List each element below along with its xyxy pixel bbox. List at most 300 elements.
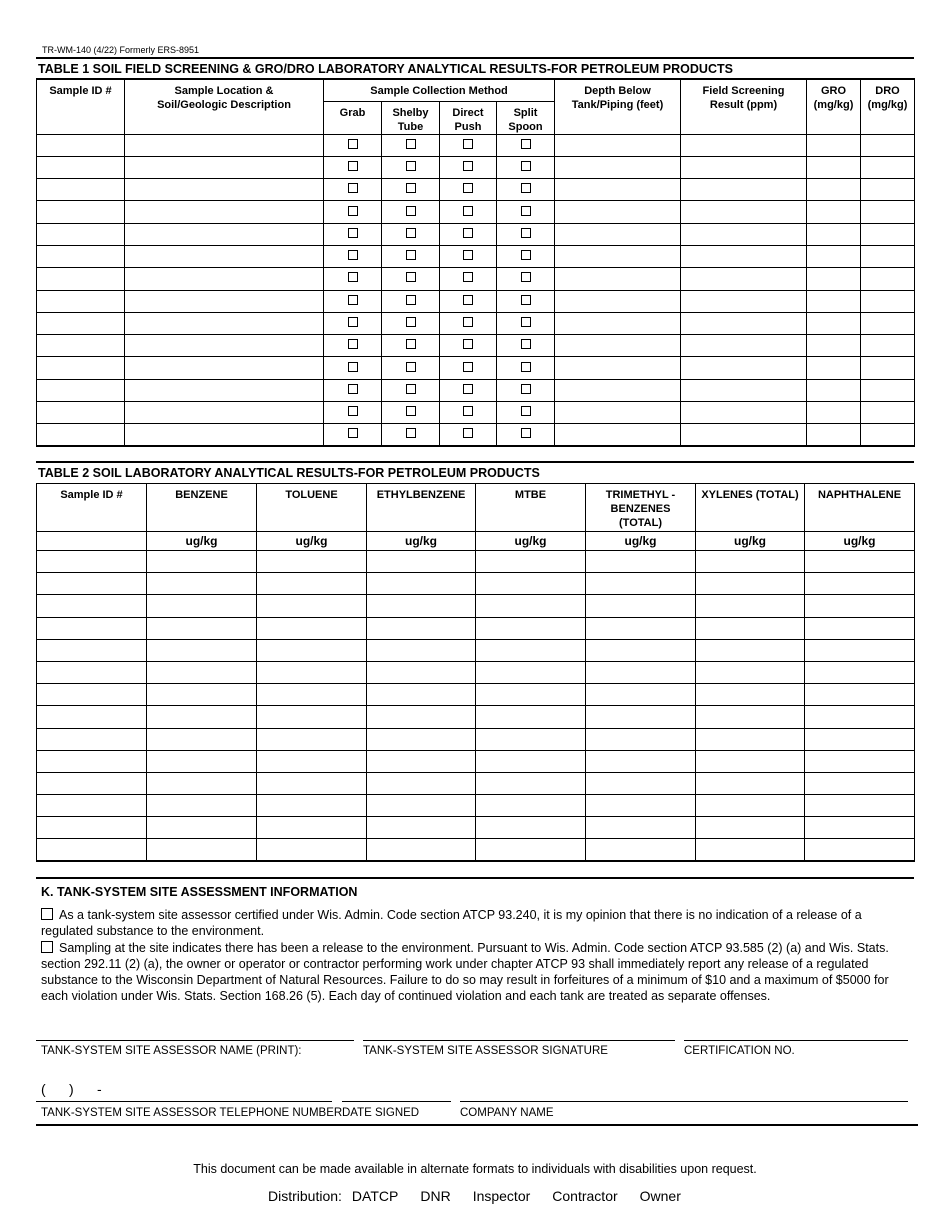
- t2-cell[interactable]: [147, 573, 257, 595]
- t1-method-cell[interactable]: [497, 357, 555, 379]
- method-checkbox[interactable]: [521, 339, 531, 349]
- t2-cell[interactable]: [586, 684, 696, 706]
- t1-cell[interactable]: [555, 223, 681, 245]
- t2-cell[interactable]: [367, 661, 476, 683]
- t1-method-cell[interactable]: [497, 290, 555, 312]
- t2-cell[interactable]: [696, 661, 805, 683]
- t1-method-cell[interactable]: [497, 156, 555, 178]
- t2-cell[interactable]: [257, 573, 367, 595]
- t1-method-cell[interactable]: [324, 379, 382, 401]
- t2-cell[interactable]: [147, 728, 257, 750]
- t2-cell[interactable]: [476, 573, 586, 595]
- t1-cell[interactable]: [37, 201, 125, 223]
- t2-cell[interactable]: [696, 706, 805, 728]
- t1-method-cell[interactable]: [440, 179, 497, 201]
- t1-method-cell[interactable]: [497, 335, 555, 357]
- t2-cell[interactable]: [257, 706, 367, 728]
- t1-method-cell[interactable]: [440, 290, 497, 312]
- method-checkbox[interactable]: [348, 384, 358, 394]
- method-checkbox[interactable]: [521, 295, 531, 305]
- t2-cell[interactable]: [476, 795, 586, 817]
- method-checkbox[interactable]: [348, 228, 358, 238]
- t2-cell[interactable]: [367, 617, 476, 639]
- t2-cell[interactable]: [476, 595, 586, 617]
- t1-cell[interactable]: [807, 268, 861, 290]
- t1-cell[interactable]: [681, 312, 807, 334]
- phone-line[interactable]: [36, 1101, 332, 1102]
- t1-method-cell[interactable]: [324, 223, 382, 245]
- t1-cell[interactable]: [125, 379, 324, 401]
- t2-cell[interactable]: [37, 551, 147, 573]
- t2-cell[interactable]: [37, 639, 147, 661]
- t1-cell[interactable]: [807, 379, 861, 401]
- t2-cell[interactable]: [696, 573, 805, 595]
- method-checkbox[interactable]: [406, 250, 416, 260]
- method-checkbox[interactable]: [348, 406, 358, 416]
- t2-cell[interactable]: [696, 750, 805, 772]
- t1-cell[interactable]: [807, 201, 861, 223]
- t2-cell[interactable]: [696, 617, 805, 639]
- t1-cell[interactable]: [861, 357, 915, 379]
- t2-cell[interactable]: [805, 639, 915, 661]
- t1-method-cell[interactable]: [497, 424, 555, 446]
- t1-cell[interactable]: [861, 335, 915, 357]
- t1-method-cell[interactable]: [324, 268, 382, 290]
- t2-cell[interactable]: [586, 551, 696, 573]
- t1-method-cell[interactable]: [382, 424, 440, 446]
- t2-cell[interactable]: [476, 639, 586, 661]
- t2-cell[interactable]: [696, 839, 805, 861]
- t1-cell[interactable]: [37, 245, 125, 267]
- t1-method-cell[interactable]: [497, 134, 555, 156]
- method-checkbox[interactable]: [521, 250, 531, 260]
- t2-cell[interactable]: [586, 706, 696, 728]
- t1-method-cell[interactable]: [382, 134, 440, 156]
- t1-cell[interactable]: [37, 268, 125, 290]
- t1-cell[interactable]: [125, 179, 324, 201]
- t1-cell[interactable]: [555, 379, 681, 401]
- t1-method-cell[interactable]: [382, 290, 440, 312]
- t1-method-cell[interactable]: [440, 201, 497, 223]
- method-checkbox[interactable]: [521, 228, 531, 238]
- t2-cell[interactable]: [367, 728, 476, 750]
- t2-cell[interactable]: [805, 728, 915, 750]
- t2-cell[interactable]: [805, 595, 915, 617]
- t2-cell[interactable]: [147, 772, 257, 794]
- t1-cell[interactable]: [555, 201, 681, 223]
- t1-cell[interactable]: [861, 290, 915, 312]
- t2-cell[interactable]: [696, 772, 805, 794]
- t1-cell[interactable]: [37, 379, 125, 401]
- method-checkbox[interactable]: [406, 428, 416, 438]
- t1-cell[interactable]: [125, 156, 324, 178]
- t1-method-cell[interactable]: [382, 379, 440, 401]
- method-checkbox[interactable]: [521, 362, 531, 372]
- t1-method-cell[interactable]: [324, 335, 382, 357]
- t2-cell[interactable]: [257, 684, 367, 706]
- method-checkbox[interactable]: [348, 362, 358, 372]
- t1-cell[interactable]: [681, 134, 807, 156]
- t2-cell[interactable]: [586, 728, 696, 750]
- t1-method-cell[interactable]: [497, 268, 555, 290]
- t2-cell[interactable]: [476, 772, 586, 794]
- t2-cell[interactable]: [37, 839, 147, 861]
- t1-method-cell[interactable]: [440, 424, 497, 446]
- t2-cell[interactable]: [805, 772, 915, 794]
- t1-method-cell[interactable]: [324, 134, 382, 156]
- method-checkbox[interactable]: [521, 161, 531, 171]
- method-checkbox[interactable]: [521, 406, 531, 416]
- t2-cell[interactable]: [805, 817, 915, 839]
- t1-cell[interactable]: [861, 312, 915, 334]
- method-checkbox[interactable]: [463, 183, 473, 193]
- t1-cell[interactable]: [555, 312, 681, 334]
- t1-cell[interactable]: [125, 335, 324, 357]
- method-checkbox[interactable]: [463, 362, 473, 372]
- t1-cell[interactable]: [681, 379, 807, 401]
- method-checkbox[interactable]: [406, 362, 416, 372]
- t1-method-cell[interactable]: [324, 201, 382, 223]
- t2-cell[interactable]: [37, 684, 147, 706]
- t1-cell[interactable]: [681, 402, 807, 424]
- t1-method-cell[interactable]: [497, 402, 555, 424]
- t1-method-cell[interactable]: [324, 312, 382, 334]
- t1-cell[interactable]: [555, 402, 681, 424]
- method-checkbox[interactable]: [348, 428, 358, 438]
- t1-method-cell[interactable]: [324, 424, 382, 446]
- method-checkbox[interactable]: [406, 295, 416, 305]
- t1-cell[interactable]: [861, 156, 915, 178]
- method-checkbox[interactable]: [406, 139, 416, 149]
- t1-method-cell[interactable]: [440, 223, 497, 245]
- date-line[interactable]: [342, 1101, 451, 1102]
- t2-cell[interactable]: [37, 573, 147, 595]
- t1-method-cell[interactable]: [324, 290, 382, 312]
- t1-method-cell[interactable]: [382, 156, 440, 178]
- t1-method-cell[interactable]: [382, 223, 440, 245]
- t2-cell[interactable]: [367, 817, 476, 839]
- t2-cell[interactable]: [476, 661, 586, 683]
- t2-cell[interactable]: [367, 839, 476, 861]
- t1-method-cell[interactable]: [382, 268, 440, 290]
- t1-cell[interactable]: [861, 245, 915, 267]
- t2-cell[interactable]: [147, 684, 257, 706]
- t1-cell[interactable]: [681, 290, 807, 312]
- method-checkbox[interactable]: [463, 250, 473, 260]
- t1-method-cell[interactable]: [324, 179, 382, 201]
- method-checkbox[interactable]: [521, 272, 531, 282]
- t2-cell[interactable]: [147, 706, 257, 728]
- t2-cell[interactable]: [586, 573, 696, 595]
- t2-cell[interactable]: [257, 661, 367, 683]
- t2-cell[interactable]: [586, 750, 696, 772]
- t2-cell[interactable]: [147, 839, 257, 861]
- t2-cell[interactable]: [805, 617, 915, 639]
- t1-cell[interactable]: [125, 290, 324, 312]
- t2-cell[interactable]: [805, 839, 915, 861]
- t1-cell[interactable]: [681, 223, 807, 245]
- t1-cell[interactable]: [37, 134, 125, 156]
- t1-cell[interactable]: [681, 156, 807, 178]
- t2-cell[interactable]: [805, 750, 915, 772]
- t1-method-cell[interactable]: [440, 312, 497, 334]
- t1-cell[interactable]: [125, 245, 324, 267]
- t2-cell[interactable]: [367, 573, 476, 595]
- t1-method-cell[interactable]: [382, 357, 440, 379]
- t2-cell[interactable]: [805, 551, 915, 573]
- t2-cell[interactable]: [147, 750, 257, 772]
- method-checkbox[interactable]: [348, 139, 358, 149]
- assessor-name-line[interactable]: [36, 1040, 354, 1041]
- t1-cell[interactable]: [861, 402, 915, 424]
- method-checkbox[interactable]: [348, 183, 358, 193]
- t1-cell[interactable]: [37, 335, 125, 357]
- method-checkbox[interactable]: [348, 295, 358, 305]
- t1-method-cell[interactable]: [440, 357, 497, 379]
- t2-cell[interactable]: [476, 728, 586, 750]
- method-checkbox[interactable]: [348, 339, 358, 349]
- method-checkbox[interactable]: [463, 339, 473, 349]
- no-release-checkbox[interactable]: [41, 908, 53, 920]
- t1-cell[interactable]: [807, 290, 861, 312]
- t2-cell[interactable]: [586, 661, 696, 683]
- t1-cell[interactable]: [861, 379, 915, 401]
- t1-cell[interactable]: [807, 312, 861, 334]
- t2-cell[interactable]: [476, 817, 586, 839]
- t2-cell[interactable]: [696, 684, 805, 706]
- t2-cell[interactable]: [367, 684, 476, 706]
- t1-method-cell[interactable]: [440, 268, 497, 290]
- method-checkbox[interactable]: [521, 183, 531, 193]
- t1-cell[interactable]: [807, 402, 861, 424]
- t2-cell[interactable]: [476, 617, 586, 639]
- t1-method-cell[interactable]: [324, 156, 382, 178]
- method-checkbox[interactable]: [348, 250, 358, 260]
- t2-cell[interactable]: [367, 595, 476, 617]
- t2-cell[interactable]: [257, 595, 367, 617]
- t2-cell[interactable]: [586, 839, 696, 861]
- t1-cell[interactable]: [125, 201, 324, 223]
- t1-cell[interactable]: [555, 156, 681, 178]
- t2-cell[interactable]: [476, 551, 586, 573]
- assessor-signature-line[interactable]: [363, 1040, 675, 1041]
- t1-method-cell[interactable]: [440, 156, 497, 178]
- t2-cell[interactable]: [367, 551, 476, 573]
- t2-cell[interactable]: [367, 772, 476, 794]
- t2-cell[interactable]: [37, 728, 147, 750]
- t1-method-cell[interactable]: [497, 179, 555, 201]
- method-checkbox[interactable]: [463, 161, 473, 171]
- t2-cell[interactable]: [696, 595, 805, 617]
- t1-cell[interactable]: [37, 290, 125, 312]
- t1-cell[interactable]: [555, 424, 681, 446]
- t1-method-cell[interactable]: [382, 335, 440, 357]
- t1-cell[interactable]: [555, 134, 681, 156]
- t2-cell[interactable]: [696, 639, 805, 661]
- t2-cell[interactable]: [37, 817, 147, 839]
- t1-cell[interactable]: [125, 357, 324, 379]
- t1-cell[interactable]: [807, 424, 861, 446]
- method-checkbox[interactable]: [463, 139, 473, 149]
- t2-cell[interactable]: [805, 795, 915, 817]
- t2-cell[interactable]: [147, 617, 257, 639]
- release-checkbox[interactable]: [41, 941, 53, 953]
- method-checkbox[interactable]: [406, 228, 416, 238]
- method-checkbox[interactable]: [406, 206, 416, 216]
- t2-cell[interactable]: [586, 639, 696, 661]
- t1-cell[interactable]: [861, 134, 915, 156]
- t1-cell[interactable]: [807, 245, 861, 267]
- method-checkbox[interactable]: [521, 139, 531, 149]
- t1-cell[interactable]: [681, 335, 807, 357]
- t1-cell[interactable]: [125, 223, 324, 245]
- t1-cell[interactable]: [125, 312, 324, 334]
- method-checkbox[interactable]: [463, 272, 473, 282]
- t2-cell[interactable]: [367, 639, 476, 661]
- t2-cell[interactable]: [257, 817, 367, 839]
- method-checkbox[interactable]: [521, 384, 531, 394]
- t1-cell[interactable]: [555, 179, 681, 201]
- t1-cell[interactable]: [861, 424, 915, 446]
- certification-line[interactable]: [684, 1040, 908, 1041]
- t2-cell[interactable]: [37, 750, 147, 772]
- t2-cell[interactable]: [147, 661, 257, 683]
- company-line[interactable]: [460, 1101, 908, 1102]
- t1-cell[interactable]: [555, 357, 681, 379]
- method-checkbox[interactable]: [348, 161, 358, 171]
- t2-cell[interactable]: [37, 706, 147, 728]
- t2-cell[interactable]: [586, 595, 696, 617]
- t2-cell[interactable]: [257, 795, 367, 817]
- t2-cell[interactable]: [805, 706, 915, 728]
- t1-cell[interactable]: [125, 424, 324, 446]
- t1-method-cell[interactable]: [497, 201, 555, 223]
- t2-cell[interactable]: [257, 617, 367, 639]
- t1-cell[interactable]: [37, 312, 125, 334]
- t2-cell[interactable]: [476, 706, 586, 728]
- t2-cell[interactable]: [257, 639, 367, 661]
- t2-cell[interactable]: [257, 839, 367, 861]
- t1-method-cell[interactable]: [324, 357, 382, 379]
- t1-method-cell[interactable]: [440, 335, 497, 357]
- t2-cell[interactable]: [367, 795, 476, 817]
- t1-method-cell[interactable]: [440, 134, 497, 156]
- t1-method-cell[interactable]: [497, 223, 555, 245]
- t1-method-cell[interactable]: [440, 245, 497, 267]
- t2-cell[interactable]: [696, 551, 805, 573]
- t2-cell[interactable]: [257, 772, 367, 794]
- t1-cell[interactable]: [125, 402, 324, 424]
- t1-cell[interactable]: [681, 245, 807, 267]
- t2-cell[interactable]: [147, 795, 257, 817]
- t1-method-cell[interactable]: [497, 245, 555, 267]
- t2-cell[interactable]: [37, 617, 147, 639]
- t2-cell[interactable]: [586, 617, 696, 639]
- t1-cell[interactable]: [807, 335, 861, 357]
- t1-cell[interactable]: [807, 223, 861, 245]
- t1-cell[interactable]: [861, 268, 915, 290]
- method-checkbox[interactable]: [348, 317, 358, 327]
- t1-method-cell[interactable]: [382, 402, 440, 424]
- t2-cell[interactable]: [147, 595, 257, 617]
- t2-cell[interactable]: [696, 728, 805, 750]
- t2-cell[interactable]: [37, 772, 147, 794]
- method-checkbox[interactable]: [348, 272, 358, 282]
- t1-cell[interactable]: [37, 402, 125, 424]
- t1-method-cell[interactable]: [382, 245, 440, 267]
- method-checkbox[interactable]: [406, 183, 416, 193]
- t2-cell[interactable]: [37, 595, 147, 617]
- t1-cell[interactable]: [555, 245, 681, 267]
- t1-cell[interactable]: [37, 424, 125, 446]
- t1-cell[interactable]: [681, 268, 807, 290]
- t2-cell[interactable]: [367, 706, 476, 728]
- method-checkbox[interactable]: [463, 228, 473, 238]
- t1-method-cell[interactable]: [324, 402, 382, 424]
- t1-cell[interactable]: [37, 179, 125, 201]
- method-checkbox[interactable]: [463, 317, 473, 327]
- t2-cell[interactable]: [696, 817, 805, 839]
- t1-cell[interactable]: [681, 424, 807, 446]
- t2-cell[interactable]: [586, 817, 696, 839]
- t1-method-cell[interactable]: [382, 312, 440, 334]
- t1-cell[interactable]: [807, 134, 861, 156]
- t1-method-cell[interactable]: [382, 201, 440, 223]
- method-checkbox[interactable]: [406, 384, 416, 394]
- t1-method-cell[interactable]: [497, 379, 555, 401]
- method-checkbox[interactable]: [463, 206, 473, 216]
- t1-cell[interactable]: [861, 179, 915, 201]
- t1-method-cell[interactable]: [382, 179, 440, 201]
- t2-cell[interactable]: [476, 684, 586, 706]
- t1-cell[interactable]: [125, 134, 324, 156]
- t2-cell[interactable]: [805, 573, 915, 595]
- method-checkbox[interactable]: [521, 206, 531, 216]
- t2-cell[interactable]: [805, 684, 915, 706]
- t2-cell[interactable]: [147, 639, 257, 661]
- t2-cell[interactable]: [476, 750, 586, 772]
- t2-cell[interactable]: [805, 661, 915, 683]
- method-checkbox[interactable]: [463, 428, 473, 438]
- t1-method-cell[interactable]: [497, 312, 555, 334]
- t2-cell[interactable]: [476, 839, 586, 861]
- t1-cell[interactable]: [37, 357, 125, 379]
- method-checkbox[interactable]: [521, 428, 531, 438]
- t1-cell[interactable]: [125, 268, 324, 290]
- method-checkbox[interactable]: [406, 161, 416, 171]
- t2-cell[interactable]: [37, 795, 147, 817]
- t1-cell[interactable]: [681, 201, 807, 223]
- t2-cell[interactable]: [257, 750, 367, 772]
- t2-cell[interactable]: [586, 795, 696, 817]
- t1-cell[interactable]: [807, 179, 861, 201]
- t1-method-cell[interactable]: [440, 379, 497, 401]
- method-checkbox[interactable]: [406, 339, 416, 349]
- t1-cell[interactable]: [861, 201, 915, 223]
- method-checkbox[interactable]: [348, 206, 358, 216]
- t1-cell[interactable]: [681, 357, 807, 379]
- method-checkbox[interactable]: [406, 272, 416, 282]
- t2-cell[interactable]: [37, 661, 147, 683]
- t2-cell[interactable]: [696, 795, 805, 817]
- t1-cell[interactable]: [807, 357, 861, 379]
- t2-cell[interactable]: [257, 728, 367, 750]
- method-checkbox[interactable]: [521, 317, 531, 327]
- t1-cell[interactable]: [555, 268, 681, 290]
- t1-method-cell[interactable]: [440, 402, 497, 424]
- t2-cell[interactable]: [367, 750, 476, 772]
- t2-cell[interactable]: [147, 817, 257, 839]
